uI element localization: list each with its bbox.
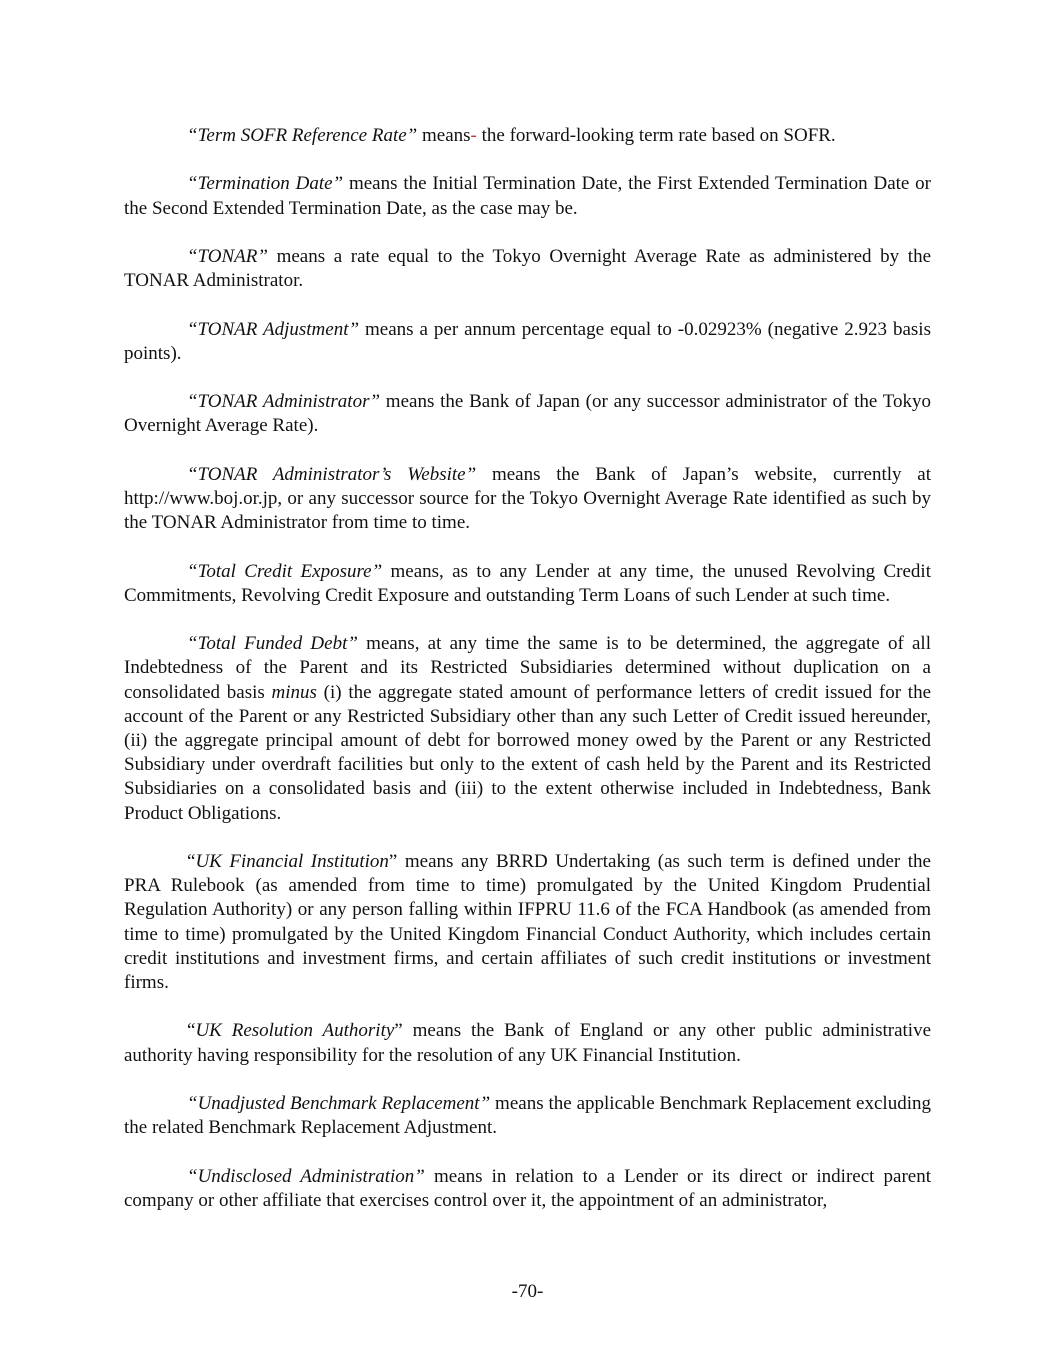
defined-term: “TONAR” — [187, 245, 268, 267]
defined-term: “Total Credit Exposure” — [187, 560, 383, 582]
definition-text: means the Bank of Japan (or any successor administrator of the Tokyo Overnight Average Rate). — [124, 391, 932, 437]
definition-termination-date — [124, 172, 931, 220]
document-page — [124, 124, 931, 1213]
definition-text: means a rate equal to the Tokyo Overnight Average Rate as administered by the TONAR Administrator. — [124, 245, 931, 292]
definition-unadjusted-benchmark-replacement — [124, 1092, 931, 1140]
definition-text: means, at any time the same is to be determined, the aggregate of all Indebtedness of the Parent and its Restricted Subsidiaries determined without duplication on a consolidated basis — [124, 633, 931, 703]
defined-term: “Term SOFR Reference Rate” — [187, 125, 418, 146]
definition-tonar — [124, 245, 931, 293]
page-number: -70- — [511, 1281, 544, 1302]
open-quote: “ — [187, 850, 196, 872]
defined-term: UK Resolution Authority — [195, 1020, 395, 1042]
definition-uk-resolution-authority — [124, 1019, 931, 1067]
defined-term: “TONAR Administrator” — [187, 391, 381, 413]
open-quote: “ — [187, 1020, 196, 1042]
definition-text: the forward-looking term rate based on SOFR. — [476, 125, 836, 146]
defined-term: “Termination Date” — [187, 173, 344, 195]
definition-text: means a per annum percentage equal to -0.02923% (negative 2.923 basis points). — [124, 318, 931, 364]
definition-text: means the Initial Termination Date, the First Extended Termination Date or the Second Extended Termination Date, as the case may be. — [124, 173, 931, 219]
definition-tonar-adjustment — [124, 318, 931, 366]
definition-tonar-administrator — [124, 390, 931, 438]
definition-text: means the Bank of Japan’s website, currently at http://www.boj.or.jp, or any successor source for the Tokyo Overnight Average Rate identified as such by the TONAR Administrator from time to time. — [124, 463, 932, 534]
definition-text-continued: (i) the aggregate stated amount of performance letters of credit issued for the account of the Parent or any Restricted Subsidiary other than any such Letter of Credit issued hereunder, (ii) the aggregate principal amount of debt for borrowed money owed by the Parent or any Restricted Subsidiary under overdraft facilities but only to the extent of cash held by the Parent and its Restricted Subsidiaries on a consolidated basis and (iii) to the extent otherwise included in Indebtedness, Bank Product Obligations. — [124, 681, 932, 824]
defined-term: “TONAR Administrator’s Website” — [187, 463, 477, 485]
defined-term: “TONAR Adjustment” — [187, 318, 360, 340]
definition-total-credit-exposure — [124, 560, 931, 608]
definition-text: means in relation to a Lender or its direct or indirect parent company or other affiliate that exercises control over it, the appointment of an administrator, — [124, 1165, 932, 1211]
italic-word: minus — [271, 681, 317, 703]
defined-term: UK Financial Institution — [195, 850, 389, 872]
definition-text: ” means any BRRD Undertaking (as such term is defined under the PRA Rulebook (as amended from time to time) promulgated by the United Kingdom Prudential Regulation Authority) or any person falling within IFPRU 11.6 of the FCA Handbook (as amended from time to time) promulgated by the United Kingdom Financial Conduct Authority, which includes certain credit institutions and investment firms, and certain affiliates of such credit institutions or investment firms. — [124, 850, 931, 993]
definition-term-sofr-reference-rate — [124, 124, 931, 148]
definition-text: ” means the Bank of England or any other public administrative authority having responsibility for the resolution of any UK Financial Institution. — [124, 1020, 932, 1066]
definition-uk-financial-institution — [124, 850, 931, 995]
definition-text: means, as to any Lender at any time, the unused Revolving Credit Commitments, Revolving Credit Exposure and outstanding Term Loans of such Lender at such time. — [124, 560, 931, 606]
defined-term: “Total Funded Debt” — [187, 633, 358, 655]
defined-term: “Unadjusted Benchmark Replacement” — [187, 1092, 491, 1114]
definition-verb: means — [422, 125, 471, 146]
definition-total-funded-debt — [124, 632, 931, 826]
definition-undisclosed-administration — [124, 1165, 931, 1213]
definition-text: means the applicable Benchmark Replacement excluding the related Benchmark Replacement Adjustment. — [124, 1092, 931, 1139]
defined-term: “Undisclosed Administration” — [187, 1165, 425, 1187]
definition-tonar-administrators-website — [124, 463, 931, 536]
tracked-change-mark: - — [470, 125, 477, 146]
